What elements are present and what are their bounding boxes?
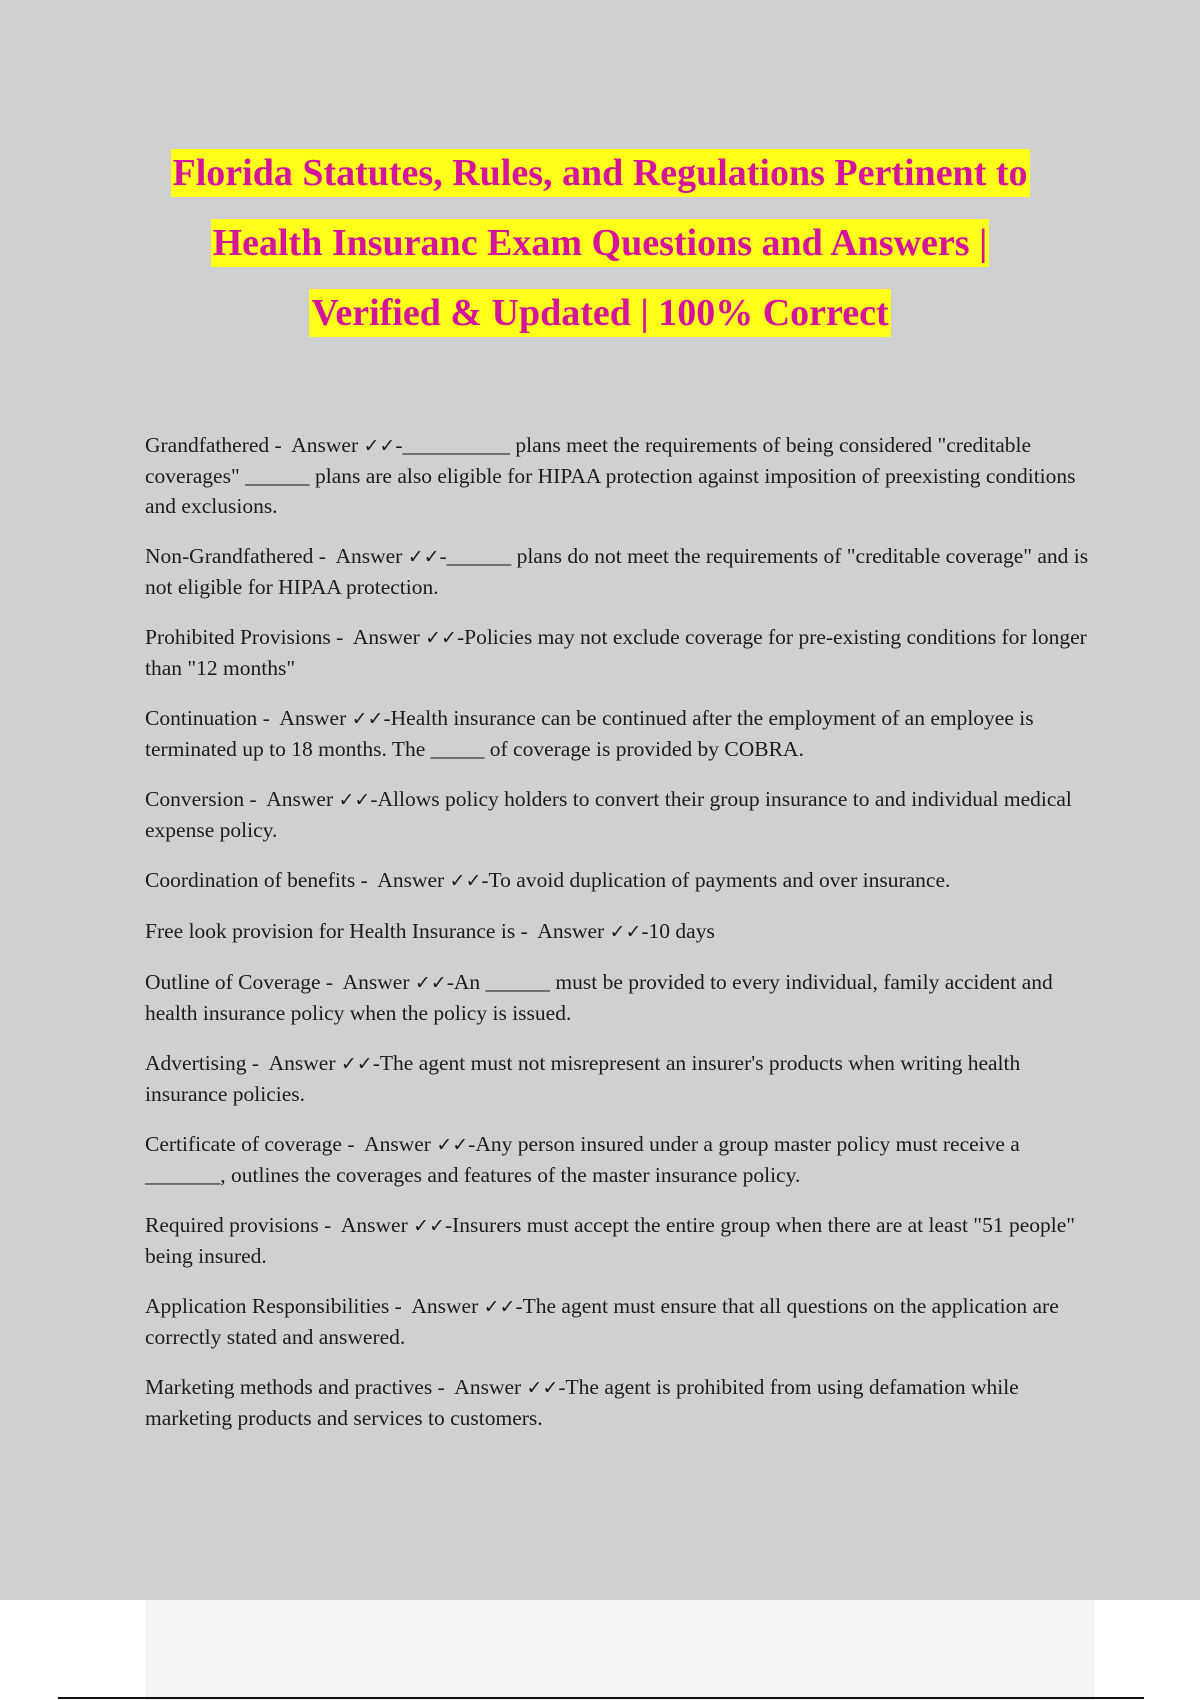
check-marks-icon: ✓✓: [609, 921, 642, 943]
check-marks-icon: ✓✓: [338, 789, 371, 811]
title-line-3: Verified & Updated | 100% Correct: [0, 278, 1200, 348]
next-page-preview: [145, 1600, 1095, 1700]
answer-label: Answer: [268, 1051, 336, 1075]
qa-term: Marketing methods and practives: [145, 1375, 433, 1399]
answer-label: Answer: [340, 1213, 408, 1237]
document-title: [0, 138, 1200, 348]
qa-answer: -The agent must ensure that all questions on the application are correctly stated and answered.: [145, 1294, 1059, 1349]
qa-item: Free look provision for Health Insurance is - Answer ✓✓-10 days: [145, 919, 715, 943]
qa-item: Conversion - Answer ✓✓-Allows policy holders to convert their group insurance to and individual medical expense policy.: [145, 787, 1072, 842]
qa-item: Grandfathered - Answer ✓✓-__________ plans meet the requirements of being considered "creditable coverages" ______ plans are also eligible for HIPAA protection against imposition of preexisting conditions and exclusions.: [145, 433, 1076, 518]
check-marks-icon: ✓✓: [425, 627, 457, 649]
title-line-2: Health Insuranc Exam Questions and Answers |: [0, 208, 1200, 278]
check-marks-icon: ✓✓: [363, 435, 396, 457]
qa-answer: -The agent must not misrepresent an insurer's products when writing health insurance policies.: [145, 1051, 1021, 1106]
answer-label: Answer: [377, 868, 445, 892]
check-marks-icon: ✓✓: [483, 1296, 516, 1318]
check-marks-icon: ✓✓: [407, 546, 440, 568]
qa-list: [145, 430, 1095, 1453]
answer-label: Answer: [364, 1132, 431, 1156]
qa-term: Advertising: [145, 1051, 247, 1075]
answer-label: Answer: [279, 706, 347, 730]
qa-term: Conversion: [145, 787, 245, 811]
answer-label: Answer: [454, 1375, 522, 1399]
qa-item: Certificate of coverage - Answer ✓✓-Any person insured under a group master policy must receive a _______, outlines the coverages and features of the master insurance policy.: [145, 1132, 1020, 1187]
qa-item: Outline of Coverage - Answer ✓✓-An ______ must be provided to every individual, family accident and health insurance policy when the policy is issued.: [145, 970, 1053, 1025]
qa-term: Free look provision for Health Insurance is: [145, 919, 516, 943]
qa-term: Application Responsibilities: [145, 1294, 390, 1318]
answer-label: Answer: [291, 433, 359, 457]
qa-answer: -Health insurance can be continued after the employment of an employee is terminated up to 18 months. The _____ of coverage is provided by COBRA.: [145, 706, 1034, 761]
qa-answer: -______ plans do not meet the requirements of "creditable coverage" and is not eligible for HIPAA protection.: [145, 544, 1089, 599]
qa-item: Coordination of benefits - Answer ✓✓-To avoid duplication of payments and over insurance.: [145, 868, 951, 892]
qa-item: Prohibited Provisions - Answer ✓✓-Policies may not exclude coverage for pre-existing conditions for longer than "12 months": [145, 625, 1087, 680]
qa-answer: -10 days: [641, 919, 715, 943]
title-line-1: Florida Statutes, Rules, and Regulations Pertinent to: [0, 138, 1200, 208]
check-marks-icon: ✓✓: [414, 972, 447, 994]
qa-answer: -To avoid duplication of payments and over insurance.: [481, 868, 951, 892]
check-marks-icon: ✓✓: [449, 870, 482, 892]
qa-item: Continuation - Answer ✓✓-Health insurance can be continued after the employment of an employee is terminated up to 18 months. The _____ of coverage is provided by COBRA.: [145, 706, 1034, 761]
qa-item: Advertising - Answer ✓✓-The agent must not misrepresent an insurer's products when writing health insurance policies.: [145, 1051, 1021, 1106]
qa-term: Required provisions: [145, 1213, 319, 1237]
qa-answer: -Policies may not exclude coverage for pre-existing conditions for longer than "12 months": [145, 625, 1087, 680]
qa-term: Outline of Coverage: [145, 970, 321, 994]
answer-label: Answer: [342, 970, 410, 994]
qa-answer: -An ______ must be provided to every individual, family accident and health insurance policy when the policy is issued.: [145, 970, 1053, 1025]
qa-term: Grandfathered: [145, 433, 270, 457]
check-marks-icon: ✓✓: [340, 1053, 373, 1075]
qa-term: Non-Grandfathered: [145, 544, 314, 568]
qa-answer: -Insurers must accept the entire group when there are at least "51 people" being insured.: [145, 1213, 1076, 1268]
qa-answer: -Any person insured under a group master policy must receive a _______, outlines the coverages and features of the master insurance policy.: [145, 1132, 1020, 1187]
qa-answer: -The agent is prohibited from using defamation while marketing products and services to customers.: [145, 1375, 1019, 1430]
answer-label: Answer: [411, 1294, 479, 1318]
qa-answer: -Allows policy holders to convert their group insurance to and individual medical expense policy.: [145, 787, 1072, 842]
qa-item: Non-Grandfathered - Answer ✓✓-______ plans do not meet the requirements of "creditable coverage" and is not eligible for HIPAA protection.: [145, 544, 1089, 599]
check-marks-icon: ✓✓: [351, 708, 384, 730]
qa-term: Prohibited Provisions: [145, 625, 331, 649]
answer-label: Answer: [266, 787, 334, 811]
answer-label: Answer: [352, 625, 420, 649]
qa-item: Required provisions - Answer ✓✓-Insurers must accept the entire group when there are at least "51 people" being insured.: [145, 1213, 1076, 1268]
check-marks-icon: ✓✓: [413, 1215, 445, 1237]
qa-term: Continuation: [145, 706, 258, 730]
divider-line: [58, 1697, 1144, 1699]
qa-term: Coordination of benefits: [145, 868, 356, 892]
answer-label: Answer: [335, 544, 403, 568]
answer-label: Answer: [537, 919, 605, 943]
qa-term: Certificate of coverage: [145, 1132, 342, 1156]
check-marks-icon: ✓✓: [436, 1134, 469, 1156]
check-marks-icon: ✓✓: [526, 1377, 559, 1399]
qa-answer: -__________ plans meet the requirements of being considered "creditable coverages" ______ plans are also eligible for HIPAA protection against imposition of preexisting conditions and exclusions.: [145, 433, 1076, 518]
qa-item: Application Responsibilities - Answer ✓✓-The agent must ensure that all questions on the application are correctly stated and answered.: [145, 1294, 1059, 1349]
qa-item: Marketing methods and practives - Answer ✓✓-The agent is prohibited from using defamation while marketing products and services to customers.: [145, 1375, 1019, 1430]
